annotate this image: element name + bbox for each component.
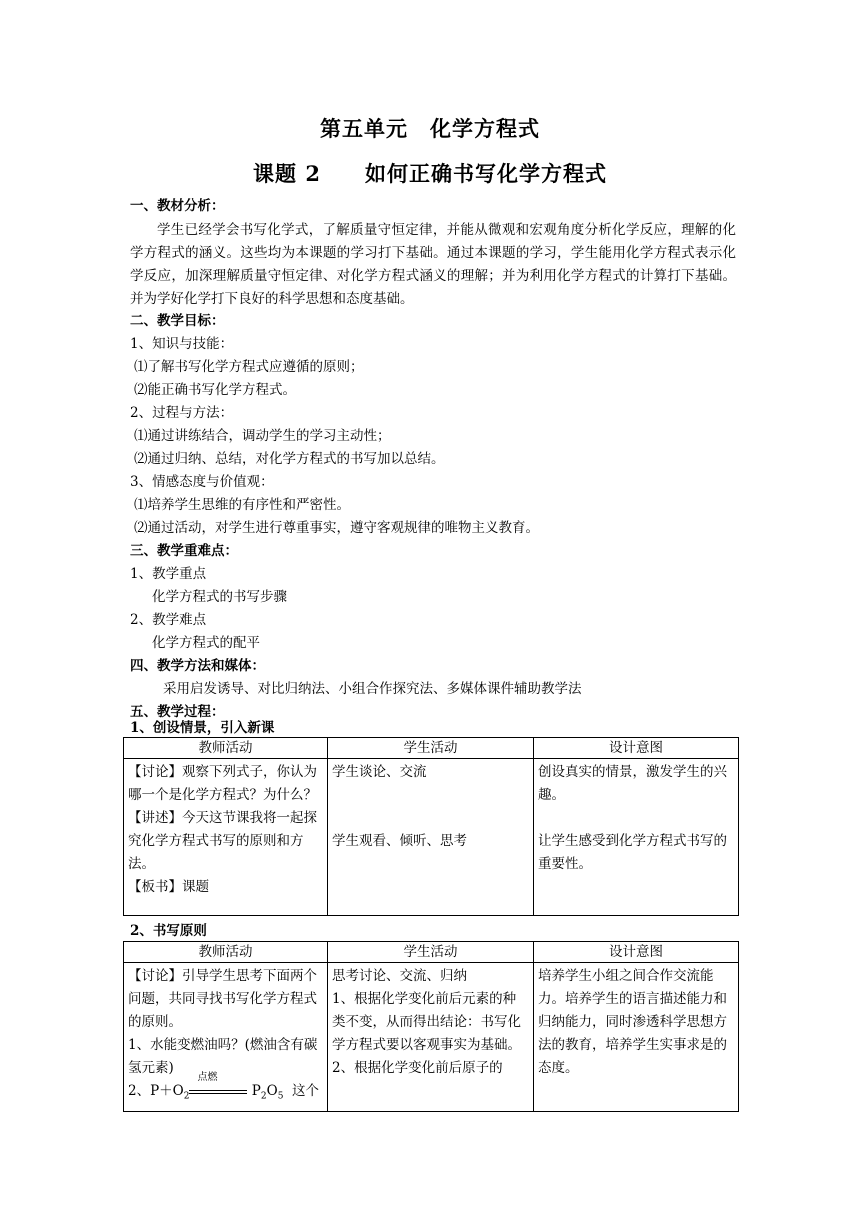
objective-line: ⑵能正确书写化学方程式。: [134, 382, 296, 398]
col-header-intent: 设计意图: [534, 942, 739, 963]
teacher-activity-text: 【讨论】引导学生思考下面两个问题，共同寻找书写化学方程式的原则。 1、水能变燃油吗？(燃油含有碳氢元素): [128, 968, 318, 1076]
process-table-2: [123, 941, 739, 1112]
objective-line: ⑴了解书写化学方程式应遵循的原则；: [134, 359, 364, 375]
objective-line: 1、知识与技能：: [130, 336, 234, 352]
col-header-teacher: 教师活动: [124, 738, 328, 759]
equation-reactants: 2、P＋O: [128, 1083, 184, 1099]
process-table-1: [123, 737, 739, 916]
reaction-condition: 点燃: [197, 1071, 218, 1083]
objective-line: 3、情感态度与价值观：: [130, 474, 274, 490]
col-header-student: 学生活动: [328, 942, 534, 963]
objective-line: ⑴培养学生思维的有序性和严密性。: [134, 497, 350, 513]
equation-subscript: 2: [183, 1091, 190, 1102]
equation-product: P: [251, 1083, 261, 1099]
section-1-paragraph: 学生已经学会书写化学式，了解质量守恒定律，并能从微观和宏观角度分析化学反应，理解的化学方程式的涵义。这些均为本课题的学习打下基础。通过本课题的学习，学生能用化学方程式表示化学反应，加深理解质量守恒定律、对化学方程式涵义的理解；并为利用化学方程式的计算打下基础。并为学好化学打下良好的科学思想和态度基础。: [130, 222, 736, 307]
student-activity-cell: 学生谈论、交流 学生观看、倾听、思考: [328, 759, 534, 916]
equation-subscript: 2: [260, 1091, 267, 1102]
objective-line: ⑴通过讲练结合，调动学生的学习主动性；: [134, 428, 391, 444]
col-header-teacher: 教师活动: [124, 942, 328, 963]
methods-text: 采用启发诱导、对比归纳法、小组合作探究法、多媒体课件辅助教学法: [163, 681, 582, 697]
col-header-intent: 设计意图: [534, 738, 739, 759]
teacher-activity-cell: [124, 963, 328, 1112]
unit-title: 第五单元 化学方程式: [320, 116, 540, 141]
student-activity-cell: 思考讨论、交流、归纳 1、根据化学变化前后元素的种类不变，从而得出结论：书写化学方程式要以客观事实为基础。 2、根据化学变化前后原子的: [328, 963, 534, 1112]
objective-line: ⑵通过归纳、总结，对化学方程式的书写加以总结。: [134, 451, 445, 467]
section-3-heading: 三、教学重难点：: [130, 543, 238, 559]
lesson-title: 课题 2 如何正确书写化学方程式: [253, 161, 607, 186]
reaction-equation: [128, 1071, 323, 1109]
objective-line: ⑵通过活动，对学生进行尊重事实，遵守客观规律的唯物主义教育。: [134, 520, 539, 536]
key-point-text: 化学方程式的书写步骤: [152, 589, 287, 605]
equation-product: O: [266, 1083, 278, 1099]
step-1-heading: 1、创设情景，引入新课: [130, 720, 275, 736]
reaction-arrow: [189, 1071, 247, 1101]
objective-line: 2、过程与方法：: [130, 405, 234, 421]
section-4-heading: 四、教学方法和媒体：: [130, 658, 265, 674]
step-2-heading: 2、书写原则: [130, 923, 207, 939]
col-header-student: 学生活动: [328, 738, 534, 759]
key-point-label: 1、教学重点: [130, 566, 207, 582]
teacher-activity-cell: 【讨论】观察下列式子，你认为哪一个是化学方程式？为什么？ 【讲述】今天这节课我将一起探究化学方程式书写的原则和方法。 【板书】课题: [124, 759, 328, 916]
difficulty-label: 2、教学难点: [130, 612, 207, 628]
design-intent-cell: 培养学生小组之间合作交流能力。培养学生的语言描述能力和归纳能力，同时渗透科学思想方法的教育，培养学生实事求是的态度。: [534, 963, 739, 1112]
section-1-heading: 一、教材分析：: [130, 198, 225, 214]
equation-suffix: 这个: [292, 1083, 320, 1099]
difficulty-text: 化学方程式的配平: [152, 635, 260, 651]
section-2-heading: 二、教学目标：: [130, 313, 225, 329]
equation-subscript: 5: [277, 1091, 284, 1102]
design-intent-cell: 创设真实的情景，激发学生的兴趣。 让学生感受到化学方程式书写的重要性。: [534, 759, 739, 916]
section-5-heading: 五、教学过程：: [130, 704, 225, 720]
